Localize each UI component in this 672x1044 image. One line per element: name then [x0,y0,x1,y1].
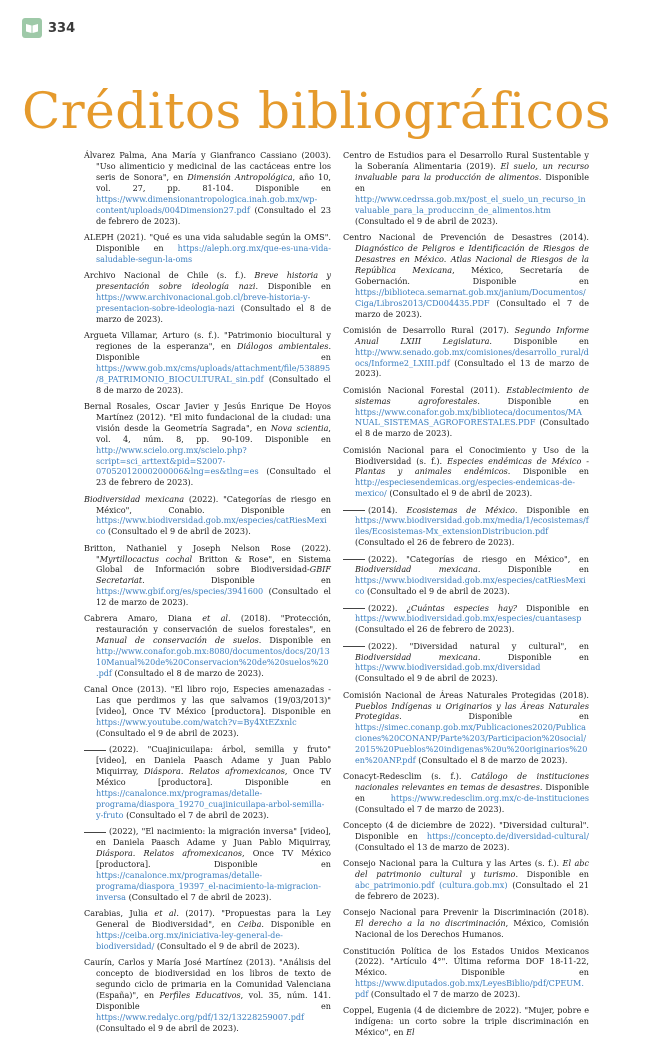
ref-text: Centro Nacional de Prevención de Desastres (2014). [343,231,589,242]
ref-link[interactable]: abc_patrimonio.pdf (cultura.gob.mx) [355,880,508,891]
ref-text: (2014). [368,504,407,515]
ref-source-title: Manual de conservación de suelos [96,635,259,646]
ref-text: . (2017). "Propuestas para la Ley General de Biodiversidad", en [96,908,331,930]
ref-source-title: El abc del patrimonio cultural y turismo [355,858,590,880]
page-header [22,18,75,38]
reference-entry [343,1005,589,1038]
ref-link[interactable]: https://www.dimensionantropologica.inah.gob.mx/wp-content/uploads/004Dimension27.pdf [96,193,318,215]
ref-source-title: Biodiversidad mexicana [355,651,478,662]
left-column [84,150,331,1039]
reference-entry [343,385,589,440]
reference-entry [343,907,589,940]
ref-text: Cabrera Amaro, Diana [84,613,203,624]
ref-text: . Disponible en [355,782,589,804]
ref-consulted-date: (Consultado el 12 de marzo de 2023). [96,586,331,608]
ref-consulted-date: (Consultado el 7 de marzo de 2023). [355,297,589,319]
ref-text: Comisión Nacional para el Conocimiento y Uso de la Biodiversidad (s. f.). [343,444,589,466]
ref-source-title: Biodiversidad mexicana [84,493,185,504]
ref-link[interactable]: https://www.redesclim.org.mx/c-de-instituciones [390,793,589,804]
ref-source-title: Perfiles Educativos [159,989,241,1000]
ref-source-title: Myrtillocactus cochal [99,553,193,564]
ref-text: Disponible en [516,602,589,613]
ref-consulted-date: (Consultado el 23 de febrero de 2023). [96,204,331,226]
ref-text: Concepto (4 de diciembre de 2022). "Diversidad cultural". Disponible en [343,820,589,842]
reference-entry [343,150,589,227]
ref-text: . Disponible en [255,280,332,291]
ref-link[interactable]: https://www.biodiversidad.gob.mx/especies/catRiesMexico [355,575,586,597]
reference-entry [343,554,589,598]
ref-link[interactable]: https://biblioteca.semarnat.gob.mx/janium/Documentos/Ciga/Libros2013/CD004435.PDF [355,286,586,308]
ref-consulted-date: (Consultado el 9 de abril de 2023). [154,940,300,951]
reference-entry [84,401,331,489]
repeat-author-dash [343,608,365,609]
ref-text: (2022). "Diversidad natural y cultural", en [368,640,589,651]
ref-text: Constitución Política de los Estados Unidos Mexicanos (2022). "Artículo 4°". Última reforma DOF 18-11-22, México. Disponible en [343,945,589,978]
ref-text: . Disponible en [489,335,589,346]
ref-link[interactable]: https://www.gob.mx/cms/uploads/attachment/file/538895/8_PATRIMONIO_BIOCULTURAL_sin.pdf [96,362,331,384]
ref-consulted-date: (Consultado el 9 de abril de 2023). [96,728,239,739]
reference-entry [84,744,331,821]
reference-entry [84,957,331,1034]
ref-text: , año 10, vol. 27, pp. 81-104. Disponible en [96,171,331,193]
ref-text: Britton & Rose", en Sistema Global de Información sobre Biodiversidad- [96,553,331,575]
ref-consulted-date: (Consultado el 7 de marzo de 2023). [355,804,505,815]
reference-entry [84,908,331,952]
reference-entry [84,330,331,396]
ref-consulted-date: (Consultado el 8 de marzo de 2023). [355,417,589,439]
ref-source-title: Nova scientia [270,422,329,433]
reference-entry [84,270,331,325]
ref-source-title: El suelo, un recurso invaluable para la producción de alimentos [355,160,589,182]
book-icon [22,18,42,38]
reference-entry [84,613,331,679]
ref-consulted-date: (Consultado el 9 de abril de 2023). [386,488,533,499]
reference-entry [343,690,589,767]
repeat-author-dash [84,832,106,833]
ref-text: Conacyt-Redesclim (s. f.). [343,771,471,782]
ref-text: Álvarez Palma, Ana María y Gianfranco Cassiano (2003). "Uso alimenticio y medicinal de las cactáceas entre los seris de Sonora", en [84,150,331,182]
ref-text: , vol. 4, núm. 8, pp. 90-109. Disponible en [96,422,331,444]
ref-link[interactable]: https://www.biodiversidad.gob.mx/especies/cuantasesp [355,613,582,624]
ref-text: , vol. 35, núm. 141. Disponible en [96,989,331,1011]
ref-link[interactable]: https://aleph.org.mx/que-es-una-vida-saludable-segun-la-oms [96,242,331,264]
ref-text: Comisión de Desarrollo Rural (2017). [343,324,515,335]
ref-source-title: Ecosistemas de México [406,504,515,515]
page-title: Créditos bibliográficos [22,82,612,140]
ref-text: , México, Comisión Nacional de los Derechos Humanos. [355,918,589,940]
ref-link[interactable]: https://www.biodiversidad.gob.mx/especies/catRiesMexico [96,515,327,537]
ref-link[interactable]: https://www.biodiversidad.gob.mx/media/1/ecosistemas/files/Ecosistemas-Mx_extensionDistribucion.pdf [355,515,589,537]
ref-text: . Disponible en [507,466,589,477]
ref-source-title: Diagnóstico de Peligros e Identificación de Riesgos de Desastres en México. Atlas Nacional de Riesgos de la República Mexicana [355,242,589,275]
reference-entry [343,325,589,380]
ref-text: , Once TV México [productora]. Disponible en [96,766,331,788]
ref-consulted-date: (Consultado el 23 de febrero de 2023). [96,466,331,488]
ref-text: . Disponible en [514,504,589,515]
ref-consulted-date: (Consultado el 26 de febrero de 2023). [355,624,515,635]
ref-text: . Disponible en [142,575,331,586]
ref-text: ALEPH (2021). "Qué es una vida saludable según la OMS". Disponible en [84,231,331,253]
ref-text: . Disponible en [96,340,332,362]
ref-source-title: Breve historia y presentación sobre ideología nazi [96,269,331,291]
ref-text: (2022). "Cuajinicuilapa: árbol, semilla y fruto" [video], en Daniela Paasch Adame y Juan Pablo Miquirray, [96,744,331,777]
ref-text: . Disponible en [258,635,331,646]
ref-source-title: GBIF Secretariat [96,564,331,586]
ref-link[interactable]: https://concepto.de/diversidad-cultural/ [426,831,589,842]
ref-text: . Disponible en [399,711,589,722]
ref-text: (2022), "El nacimiento: la migración inversa" [video], en Daniela Paasch Adame y Juan Pablo Miquirray, [96,826,331,848]
reference-entry [343,641,589,685]
repeat-author-dash [343,559,365,560]
ref-source-title: et al [154,908,177,919]
ref-link[interactable]: http://www.conafor.gob.mx:8080/documentos/docs/20/1310Manual%20de%20Conservacion%20de%20suelos%20.pdf [96,646,330,679]
reference-entry [343,445,589,500]
ref-link[interactable]: https://www.diputados.gob.mx/LeyesBiblio/pdf/CPEUM.pdf [355,978,584,1000]
ref-consulted-date: (Consultado el 21 de febrero de 2023). [355,880,589,902]
reference-entry [84,684,331,739]
ref-text: Britton, Nathaniel y Joseph Nelson Rose (2022). " [84,542,331,564]
ref-link[interactable]: http://www.scielo.org.mx/scielo.php?script=sci_arttext&pid=S2007-07052012000200006&lng=es&tlng=es [96,444,259,477]
ref-source-title: Dimensión Antropológica [187,171,293,182]
ref-link[interactable]: https://www.youtube.com/watch?v=By4XtEZxnlc [96,717,297,728]
ref-consulted-date: (Consultado el 8 de marzo de 2023). [96,373,331,395]
ref-text: (2022). "Categorías de riesgo en México", en [368,553,589,564]
ref-consulted-date: (Consultado el 8 de marzo de 2023). [111,668,264,679]
ref-text: . Disponible en [355,171,589,193]
ref-source-title: Diáspora. Relatos afromexicanos [96,848,242,859]
reference-entry [343,820,589,853]
ref-text: . Disponible en [477,395,589,406]
ref-text: Consejo Nacional para la Cultura y las Artes (s. f.). [343,858,563,869]
ref-link[interactable]: https://www.biodiversidad.gob.mx/diversidad [355,662,541,673]
ref-source-title: et al [202,613,228,624]
reference-entry [84,543,331,609]
ref-text: . Disponible en [515,869,589,880]
ref-link[interactable]: http://www.cedrssa.gob.mx/post_el_suelo_un_recurso_invaluable_para_la_produccinn_de_alimentos.htm [355,193,586,215]
ref-consulted-date: (Consultado el 8 de marzo de 2023). [415,755,568,766]
ref-text: Bernal Rosales, Oscar Javier y Jesús Enrique De Hoyos Martínez (2012). "El mito fundacional de la ciudad: una visión desde la Geometría Sagrada", en [84,400,331,433]
reference-entry [343,771,589,815]
page-number: 334 [48,20,76,36]
ref-text: (2022). "Categorías de riesgo en México", Conabio. Disponible en [96,493,331,515]
repeat-author-dash [343,510,365,511]
ref-consulted-date: (Consultado el 7 de abril de 2023). [123,810,269,821]
reference-entry [84,494,331,538]
ref-source-title: ¿Cuántas especies hay? [406,602,517,613]
ref-consulted-date: (Consultado el 13 de marzo de 2023). [355,357,589,379]
ref-consulted-date: (Consultado el 7 de abril de 2023). [126,891,272,902]
reference-entry [84,826,331,903]
ref-consulted-date: (Consultado el 9 de abril de 2023). [96,1022,239,1033]
ref-text: . Disponible en [477,651,589,662]
ref-consulted-date: (Consultado el 7 de marzo de 2023). [368,989,521,1000]
ref-link[interactable]: https://www.gbif.org/es/species/3941600 [96,586,264,597]
ref-source-title: Especies endémicas de México - Plantas y animales endémicos [355,455,590,477]
ref-consulted-date: (Consultado el 9 de abril de 2023). [364,586,510,597]
reference-entry [84,232,331,265]
ref-link[interactable]: https://www.archivonacional.gob.cl/breve-historia-y-presentacion-sobre-ideologia-nazi [96,291,311,313]
ref-text: , México, Secretaría de Gobernación. Disponible en [355,264,589,286]
ref-text: . Disponible en [477,564,589,575]
reference-entry [343,603,589,636]
reference-entry [343,505,589,549]
repeat-author-dash [343,646,365,647]
ref-text: (2022). [368,602,407,613]
ref-consulted-date: (Consultado el 26 de febrero de 2023). [355,537,515,548]
reference-entry [84,150,331,227]
ref-text: . (2018). "Protección, restauración y conservación de suelos forestales", en [96,613,332,635]
ref-source-title: Ceiba [237,919,262,930]
ref-text: Canal Once (2013). "El libro rojo, Especies amenazadas - Las que perdimos y las que salvamos (19/03/2013)" [video], Once TV México [productora]. Disponible en [84,684,331,717]
ref-source-title: Diáspora. Relatos afromexicanos [144,766,285,777]
right-column [343,150,589,1044]
ref-source-title: Biodiversidad mexicana [355,564,478,575]
ref-text: Consejo Nacional para Prevenir la Discriminación (2018). [343,907,589,918]
ref-source-title: Establecimiento de sistemas agroforestales [355,384,589,406]
ref-link[interactable]: https://www.redalyc.org/pdf/132/13228259007.pdf [96,1011,305,1022]
ref-consulted-date: (Consultado el 9 de abril de 2023). [355,215,498,226]
ref-consulted-date: (Consultado el 9 de abril de 2023). [355,673,498,684]
ref-source-title: Catálogo de instituciones nacionales relevantes en temas de desastres [355,771,590,793]
ref-source-title: El [406,1027,415,1038]
reference-entry [343,946,589,1001]
ref-consulted-date: (Consultado el 8 de marzo de 2023). [96,302,331,324]
ref-text: Caurín, Carlos y María José Martínez (2013). "Análisis del concepto de biodiversidad en los libros de texto de segundo ciclo de primaria en la Comunidad Valenciana (España)", en [84,957,331,1000]
ref-text: Carabias, Julia [84,908,155,919]
ref-consulted-date: (Consultado el 13 de marzo de 2023). [355,842,510,853]
ref-link[interactable]: https://www.conafor.gob.mx/biblioteca/documentos/MANUAL_SISTEMAS_AGROFORESTALES.PDF [355,406,583,428]
ref-text: Centro de Estudios para el Desarrollo Rural Sustentable y la Soberanía Alimentaria (2019). [343,150,589,171]
ref-text: . Disponible en [261,919,331,930]
ref-consulted-date: (Consultado el 9 de abril de 2023). [105,526,251,537]
ref-text: , Once TV México [productora]. Disponible en [96,848,332,870]
ref-text: Archivo Nacional de Chile (s. f.). [84,269,255,280]
reference-entry [343,858,589,902]
ref-source-title: Diálogos ambientales [236,340,329,351]
ref-text: Coppel, Eugenia (4 de diciembre de 2022). "Mujer, pobre e indígena: un corto sobre la triple discriminación en México", en [343,1005,589,1038]
repeat-author-dash [84,750,106,751]
ref-text: Argueta Villamar, Arturo (s. f.). "Patrimonio biocultural y regiones de la esperanza", en [84,329,331,351]
ref-link[interactable]: http://www.senado.gob.mx/comisiones/desarrollo_rural/docs/Informe2_LXIII.pdf [355,346,589,368]
ref-source-title: Segundo Informe Anual LXIII Legislatura [355,324,589,346]
ref-text: Comisión Nacional de Áreas Naturales Protegidas (2018). [343,689,589,700]
ref-link[interactable]: https://canalonce.mx/programas/detalle-programa/diaspora_19270_cuajinicuilapa-arbol-semilla-y-fruto [96,788,325,821]
ref-source-title: El derecho a la no discriminación [355,918,506,929]
ref-text: Comisión Nacional Forestal (2011). [343,384,507,395]
ref-source-title: Pueblos Indígenas u Originarios y las Áreas Naturales Protegidas [355,700,589,722]
ref-link[interactable]: https://canalonce.mx/programas/detalle-programa/diaspora_19397_el-nacimiento-la-migracion-inversa [96,870,321,902]
ref-link[interactable]: https://ceiba.org.mx/iniciativa-ley-general-de-biodiversidad/ [96,929,283,951]
reference-entry [343,232,589,320]
ref-link[interactable]: http://especiesendemicas.org/especies-endemicas-de-mexico/ [355,477,575,499]
ref-link[interactable]: https://simec.conanp.gob.mx/Publicaciones2020/Publicaciones%20CONANP/Parte%203/Participacion%20social/2015%20Pueblos%20indigenas%20u%20originarios%20en%20ANP.pdf [355,722,588,766]
